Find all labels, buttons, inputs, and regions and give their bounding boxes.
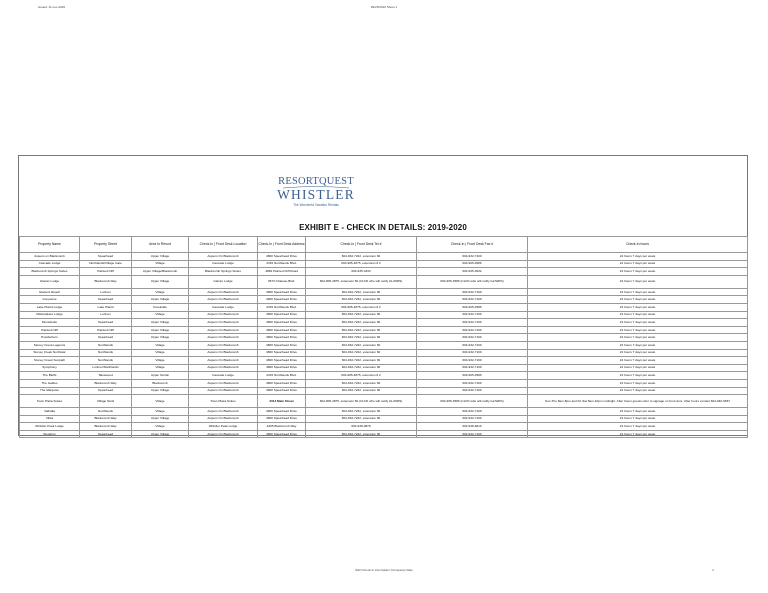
table-cell: Northlands [80, 349, 132, 357]
table-cell: 604-932-7222, extension 60 [306, 357, 417, 365]
table-cell: 24 hours 7 days per week [528, 253, 748, 261]
table-cell: 4800 Spearhead Drive [258, 319, 306, 327]
table-cell: 604-932-7100 [417, 357, 528, 365]
table-cell: 4295 Blackcomb Way [258, 423, 306, 431]
column-header: Area In Resort [132, 237, 189, 253]
table-cell: 4315 Northlands Blvd. [258, 260, 306, 268]
table-cell: Upper Village [132, 253, 189, 261]
table-cell: Sun-Thu 8am-8pm and Fri-Sat 8am-10pm midnight. After hours guests refer to signage on front door. After hours contact 604-940-5667 [528, 395, 748, 408]
table-cell: Aspens On Blackcomb [189, 357, 258, 365]
table-cell: Marketplace Lodge [20, 311, 80, 319]
table-cell: 4315 Northlands Blvd. [258, 303, 306, 311]
table-cell: 604-932-7100 [417, 387, 528, 395]
table-cell: Aspens On Blackcomb [189, 430, 258, 438]
table-cell: Lake Placid [80, 303, 132, 311]
logo-line2: WHISTLER [277, 187, 355, 202]
table-cell: Town Plaza Suites [20, 395, 80, 408]
table-cell: 24 hours 7 days per week [528, 349, 748, 357]
table-row [20, 319, 748, 327]
table-cell: Aspens On Blackcomb [189, 334, 258, 342]
table-row [20, 296, 748, 304]
table-cell: Aspens On Blackcomb [189, 341, 258, 349]
table-row [20, 253, 748, 261]
table-cell: 604-932-7222, extension 60 [306, 319, 417, 327]
table-row [20, 415, 748, 423]
table-cell: 604-935-3032 [417, 268, 528, 276]
column-header: Check-In | Front Desk Address [258, 237, 306, 253]
table-cell: Village [132, 423, 189, 431]
table-cell: Blackcomb Way [80, 423, 132, 431]
table-cell: Aspens On Blackcomb [189, 364, 258, 372]
table-cell: 4800 Spearhead Drive [258, 387, 306, 395]
table-cell: Villas [20, 415, 80, 423]
page-header-left: Issued: 11-nov-2020 [38, 5, 66, 9]
table-cell: Aspens On Blackcomb [189, 408, 258, 416]
table-cell: 604-932-7100 [417, 379, 528, 387]
table-cell: Northlands [80, 408, 132, 416]
table-cell: 604-905-4875, extension # 2 [306, 372, 417, 380]
table-cell: 604-932-7222, extension 60 [306, 253, 417, 261]
table-cell: 24 hours 7 days per week [528, 288, 748, 296]
table-cell: 604-932-7100 [417, 296, 528, 304]
table-cell: Aspens On Blackcomb [189, 387, 258, 395]
table-cell: 604-932-7100 [417, 364, 528, 372]
table-cell: Aspens on Blackcomb [20, 253, 80, 261]
table-cell: Village [132, 311, 189, 319]
check-in-table [19, 236, 748, 438]
table-cell: The Bluffs [20, 372, 80, 380]
table-row [20, 334, 748, 342]
table-cell: Painted Cliff [20, 326, 80, 334]
table-cell: Woodrun [20, 430, 80, 438]
table-cell: 604-932-7100 [417, 253, 528, 261]
table-cell: Spearhead [80, 430, 132, 438]
table-cell: Spearhead [80, 319, 132, 327]
table-cell: Spearhead [80, 387, 132, 395]
table-cell: 4800 Spearhead Drive [258, 288, 306, 296]
table-cell: Village [132, 408, 189, 416]
table-cell: 604-932-7100 [417, 430, 528, 438]
table-cell: Stoney Creek Northstar [20, 349, 80, 357]
table-cell: 604-905-4586 [417, 303, 528, 311]
table-cell: Montebello [20, 319, 80, 327]
table-cell: 4800 Spearhead Drive [258, 296, 306, 304]
table-cell: Upper Village [132, 319, 189, 327]
table-cell: Blackcomb Springs Suites [189, 268, 258, 276]
table-cell: 4314 Main Street [258, 395, 306, 408]
table-cell: 604-932-7100 [417, 311, 528, 319]
table-cell: Valhalla [20, 408, 80, 416]
table-cell: 24 hours 7 days per week [528, 364, 748, 372]
page-number: 4 [712, 568, 714, 572]
table-cell: 4573 Chateau Blvd. [258, 275, 306, 288]
table-cell: Glacier Lodge [20, 275, 80, 288]
table-row [20, 326, 748, 334]
table-cell: 604-905-4875, extension 60 (CLFD who will notify GL/WRS) [306, 395, 417, 408]
column-header: Check-In hours [528, 237, 748, 253]
table-cell: 604-932-7100 [417, 349, 528, 357]
table-row [20, 408, 748, 416]
table-cell: Northlands [80, 341, 132, 349]
table-cell: 4800 Spearhead Drive [258, 349, 306, 357]
logo-tagline: The Wonderful Vacation Rentals [293, 203, 339, 207]
table-cell: Upper Village [132, 430, 189, 438]
table-cell: Upper Village [132, 334, 189, 342]
table-cell: Village [132, 341, 189, 349]
logo-line1: RESORTQUEST [278, 176, 354, 187]
table-cell: 604-905-4586 (CLFD who will notify GL/WRS) [417, 275, 528, 288]
table-cell: Village [132, 349, 189, 357]
page-header-center: 09/25/2020 Sheet 1 [370, 5, 398, 9]
table-cell: 24 hours 7 days per week [528, 430, 748, 438]
exhibit-title: EXHIBIT E - CHECK IN DETAILS: 2019-2020 [299, 223, 467, 232]
table-cell: Upper Nordic [132, 372, 189, 380]
table-cell: 604-932-7222, extension 60 [306, 326, 417, 334]
table-cell: Powderhorn [20, 334, 80, 342]
table-cell: Upper Village [132, 387, 189, 395]
table-cell: Taluswood [80, 372, 132, 380]
column-header: Check-In | Front Desk Tel # [306, 237, 417, 253]
exhibit-frame [18, 155, 748, 436]
table-cell: 24 hours 7 days per week [528, 303, 748, 311]
table-cell: 4800 Spearhead Drive [258, 430, 306, 438]
table-cell: 604-938-0878 [306, 423, 417, 431]
table-cell: Whistler Peak Lodge [189, 423, 258, 431]
table-cell: Upper Village [132, 326, 189, 334]
table-cell: Aspens On Blackcomb [189, 326, 258, 334]
table-cell: 4800 Spearhead Drive [258, 379, 306, 387]
table-cell: Village Stroll [80, 395, 132, 408]
table-cell: Upper Village [132, 275, 189, 288]
table-cell: Lake Placid Lodge [20, 303, 80, 311]
table-cell: 24 hours 7 days per week [528, 275, 748, 288]
table-cell: 604-932-7222, extension 60 [306, 379, 417, 387]
table-cell: Northlands/Village Gate [80, 260, 132, 268]
table-cell: 604-932-7222, extension 60 [306, 349, 417, 357]
table-cell: 604-932-7100 [417, 341, 528, 349]
table-cell: 24 hours 7 days per week [528, 319, 748, 327]
table-cell: Upper Village/Blackcomb [132, 268, 189, 276]
table-cell: Blackcomb Way [80, 379, 132, 387]
table-cell: 4800 Spearhead Drive [258, 364, 306, 372]
table-cell: 24 hours 7 days per week [528, 296, 748, 304]
table-cell: Spearhead [80, 296, 132, 304]
table-cell: 24 hours 7 days per week [528, 415, 748, 423]
table-cell: The Gables [20, 379, 80, 387]
table-row [20, 430, 748, 438]
table-cell: 24 hours 7 days per week [528, 311, 748, 319]
table-cell: 24 hours 7 days per week [528, 387, 748, 395]
table-cell: 24 hours 7 days per week [528, 326, 748, 334]
table-cell: 604-932-7100 [417, 334, 528, 342]
table-cell: Blackcomb Way [80, 275, 132, 288]
table-cell: Northlands [80, 357, 132, 365]
table-row [20, 288, 748, 296]
table-cell: Greystone [20, 296, 80, 304]
table-cell: 4800 Spearhead Drive [258, 341, 306, 349]
table-cell: 4800 Spearhead Drive [258, 311, 306, 319]
table-cell: 24 hours 7 days per week [528, 423, 748, 431]
table-cell: Aspens On Blackcomb [189, 415, 258, 423]
table-cell: 24 hours 7 days per week [528, 357, 748, 365]
table-cell: 24 hours 7 days per week [528, 408, 748, 416]
table-cell: Lorimer [80, 288, 132, 296]
table-cell: Aspens On Blackcomb [189, 349, 258, 357]
table-cell: Glacier Lodge [189, 275, 258, 288]
table-cell: Stoney Creek Sunpath [20, 357, 80, 365]
table-cell: 604-932-7222, extension 60 [306, 415, 417, 423]
table-cell: 604-905-4586 (CLFD who will notify GL/WRS) [417, 395, 528, 408]
table-cell: Blackcomb [132, 379, 189, 387]
table-cell: Whistler Peak Lodge [20, 423, 80, 431]
table-cell: 24 hours 7 days per week [528, 372, 748, 380]
table-cell: 24 hours 7 days per week [528, 341, 748, 349]
table-row [20, 260, 748, 268]
page-footer-center: S&O Check In information Occupancy Rate [355, 568, 413, 572]
table-cell: 4899 Painted Cliff Road [258, 268, 306, 276]
table-cell: Cascade Lodge [20, 260, 80, 268]
table-cell: 4800 Spearhead Drive [258, 334, 306, 342]
table-cell: Aspens On Blackcomb [189, 319, 258, 327]
table-cell: 604-905-4586 [417, 260, 528, 268]
table-cell: Village [132, 364, 189, 372]
table-cell: Aspens On Blackcomb [189, 288, 258, 296]
table-cell: 604-932-7222, extension 60 [306, 296, 417, 304]
table-cell: 604-905-4586 [417, 372, 528, 380]
table-cell: The Marquise [20, 387, 80, 395]
table-cell: Town Plaza Suites [189, 395, 258, 408]
table-cell: 604-938-6610 [417, 423, 528, 431]
table-row [20, 275, 748, 288]
table-cell: 4800 Spearhead Drive [258, 326, 306, 334]
table-cell: Spearhead [80, 334, 132, 342]
table-cell: 24 hours 7 days per week [528, 334, 748, 342]
table-cell: Creekside [132, 303, 189, 311]
table-row [20, 303, 748, 311]
table-cell: Village [132, 357, 189, 365]
table-cell: 604-932-7222, extension 60 [306, 341, 417, 349]
table-cell: Cascade Lodge [189, 260, 258, 268]
table-cell: Cascade Lodge [189, 303, 258, 311]
table-cell: 604-932-7222, extension 60 [306, 430, 417, 438]
table-cell: Lorimer [80, 311, 132, 319]
table-cell: Symphony [20, 364, 80, 372]
column-header: Property Street [80, 237, 132, 253]
table-cell: 604-932-7100 [417, 288, 528, 296]
table-cell: 604-932-7100 [417, 326, 528, 334]
table-cell: 604-932-7100 [417, 408, 528, 416]
table-row [20, 357, 748, 365]
table-cell: Village [132, 260, 189, 268]
table-cell: 604-932-7222, extension 60 [306, 364, 417, 372]
table-row [20, 349, 748, 357]
table-cell: 4800 Spearhead Drive [258, 415, 306, 423]
table-cell: 4315 Northlands Blvd. [258, 372, 306, 380]
table-cell: Lorimer/Northlands [80, 364, 132, 372]
table-cell: 604-932-7222, extension 60 [306, 387, 417, 395]
table-cell: Painted Cliff [80, 326, 132, 334]
table-cell: Spearhead [80, 253, 132, 261]
table-cell: Stoney Creek Lagoons [20, 341, 80, 349]
table-cell: Blackcomb Springs Suites [20, 268, 80, 276]
resortquest-logo [277, 172, 355, 210]
table-row [20, 387, 748, 395]
table-row [20, 395, 748, 408]
table-cell: 604-932-7100 [417, 415, 528, 423]
table-row [20, 268, 748, 276]
table-cell: 604-932-7222, extension 60 [306, 311, 417, 319]
table-row [20, 364, 748, 372]
table-cell: 604-905-4875, extension # 2 [306, 260, 417, 268]
table-cell: 24 hours 7 days per week [528, 268, 748, 276]
table-cell: 4800 Spearhead Drive [258, 357, 306, 365]
table-body [20, 253, 748, 438]
table-cell: Upper Village [132, 415, 189, 423]
table-cell: Upper Village [132, 296, 189, 304]
table-cell: Aspens On Blackcomb [189, 379, 258, 387]
table-cell: Aspens On Blackcomb [189, 253, 258, 261]
table-cell: 604-932-7222, extension 60 [306, 288, 417, 296]
table-cell: 604-905-4875, extension 60 (CLFD who will notify GL/WRS) [306, 275, 417, 288]
table-row [20, 311, 748, 319]
table-cell: Glaciers Reach [20, 288, 80, 296]
table-cell: 604-932-7222, extension 60 [306, 334, 417, 342]
table-row [20, 372, 748, 380]
table-cell: 604-932-7222, extension 60 [306, 408, 417, 416]
table-cell: Blackcomb Way [80, 415, 132, 423]
table-row [20, 341, 748, 349]
table-cell: Village [132, 395, 189, 408]
table-header-row [20, 237, 748, 253]
column-header: Check-In | Front Desk Fax # [417, 237, 528, 253]
column-header: Property Name [20, 237, 80, 253]
table-cell: 604-935-3333 [306, 268, 417, 276]
table-cell: 604-932-7100 [417, 319, 528, 327]
table-cell: Aspens On Blackcomb [189, 311, 258, 319]
table-row [20, 423, 748, 431]
table-row [20, 379, 748, 387]
table-cell: 24 hours 7 days per week [528, 260, 748, 268]
table-cell: Painted Cliff [80, 268, 132, 276]
table-cell: 4800 Spearhead Drive [258, 253, 306, 261]
table-cell: 24 hours 7 days per week [528, 379, 748, 387]
column-header: Check-In | Front Desk Location [189, 237, 258, 253]
table-cell: Village [132, 288, 189, 296]
table-cell: Aspens On Blackcomb [189, 296, 258, 304]
table-cell: 4800 Spearhead Drive [258, 408, 306, 416]
table-cell: Cascade Lodge [189, 372, 258, 380]
table-cell: 604-905-4875, extension # 2 [306, 303, 417, 311]
